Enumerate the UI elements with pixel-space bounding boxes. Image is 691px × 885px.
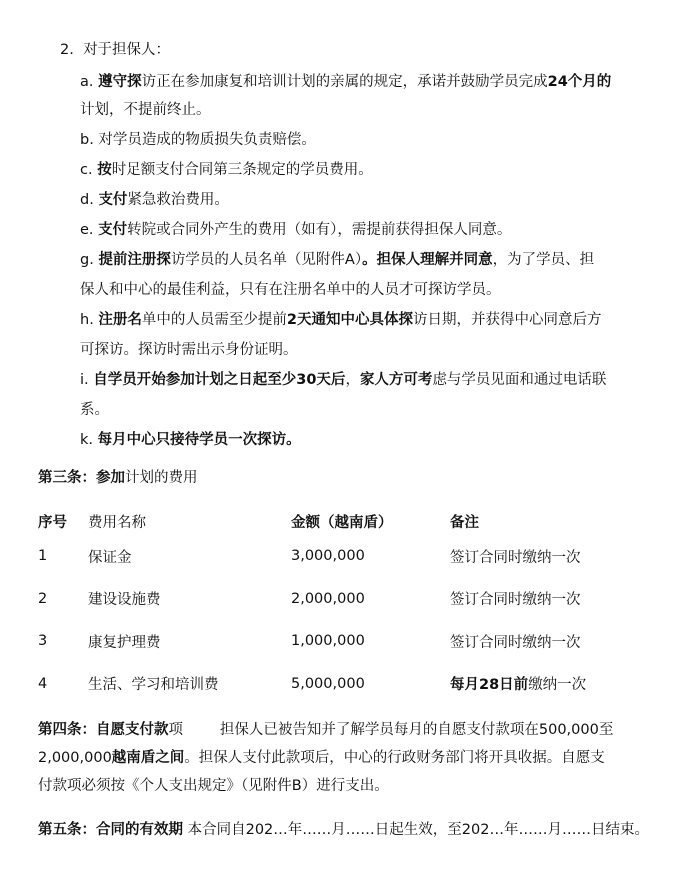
header-amount: 金额（越南盾） [291, 514, 393, 531]
item-h: h. 注册名单中的人员需至少提前2天通知中心具体探访日期，并获得中心同意后方 [80, 312, 602, 328]
section3-heading [38, 468, 198, 488]
item-e: e. 支付转院或合同外产生的费用（如有），需提前获得担保人同意。 [80, 222, 512, 238]
header-note: 备注 [450, 514, 479, 531]
row-fee-name: 康复护理费 [88, 634, 161, 651]
section2-number: 2. [60, 42, 74, 58]
row-amount: 2,000,000 [291, 590, 365, 607]
section2-heading [60, 40, 170, 60]
section5-text: 本合同自202…年……月……日起生效，至202…年……月……日结束。 [183, 822, 649, 838]
row-note: 签订合同时缴纳一次 [450, 549, 581, 566]
item-g: g. 提前注册探访学员的人员名单（见附件A）。担保人理解并同意，为了学员、担 [80, 252, 595, 268]
row-amount: 1,000,000 [291, 633, 365, 650]
row-number: 4 [38, 675, 48, 692]
item-i-line2: 系。 [80, 402, 109, 418]
section4-title: 第四条：自愿支付款 [38, 722, 169, 738]
item-b: b. 对学员造成的物质损失负责赔偿。 [80, 132, 316, 148]
row-note: 每月28日前缴纳一次 [450, 677, 587, 694]
row-number: 1 [38, 548, 48, 565]
item-h-line2: 可探访。探访时需出示身份证明。 [80, 342, 298, 358]
item-d: d. 支付紧急救治费用。 [80, 192, 229, 208]
item-a-line2: 计划，不提前终止。 [80, 102, 211, 118]
fee-table [38, 507, 670, 705]
table-row [38, 663, 670, 706]
row-number: 2 [38, 590, 48, 607]
section3-title-rest: 计划的费用 [125, 470, 198, 486]
row-fee-name: 建设设施费 [88, 592, 161, 609]
row-number: 3 [38, 633, 48, 650]
row-note: 签订合同时缴纳一次 [450, 634, 581, 651]
section2-title: 对于担保人： [83, 42, 171, 58]
row-fee-name: 生活、学习和培训费 [88, 677, 219, 694]
section4-paragraph: 第四条：自愿支付款项 担保人已被告知并了解学员每月的自愿支付款项在500,000至 2,000,000越南盾之间。担保人支付此款项后，中心的行政财务部门将开具收据。自愿支 付款项必须按《个人支出规定》（见附件B）进行支出。 [38, 722, 614, 794]
row-amount: 5,000,000 [291, 675, 365, 692]
section5-heading [38, 820, 649, 840]
section5-title: 第五条：合同的有效期 [38, 822, 183, 838]
table-header-row [38, 507, 670, 535]
item-c: c. 按时足额支付合同第三条规定的学员费用。 [80, 162, 373, 178]
item-k: k. 每月中心只接待学员一次探访。 [80, 432, 301, 448]
item-i: i. 自学员开始参加计划之日起至少30天后，家人方可考虑与学员见面和通过电话联 [80, 372, 607, 388]
row-amount: 3,000,000 [291, 548, 365, 565]
table-row [38, 578, 670, 621]
item-a: a. 遵守探访正在参加康复和培训计划的亲属的规定，承诺并鼓励学员完成24个月的 [80, 74, 612, 90]
item-g-line2: 保人和中心的最佳利益，只有在注册名单中的人员才可探访学员。 [80, 282, 501, 298]
header-number: 序号 [38, 514, 67, 531]
table-row [38, 620, 670, 663]
table-row [38, 535, 670, 578]
row-note: 签订合同时缴纳一次 [450, 592, 581, 609]
header-fee-name: 费用名称 [88, 514, 146, 531]
row-fee-name: 保证金 [88, 549, 132, 566]
section3-title-bold: 第三条：参加 [38, 470, 125, 486]
